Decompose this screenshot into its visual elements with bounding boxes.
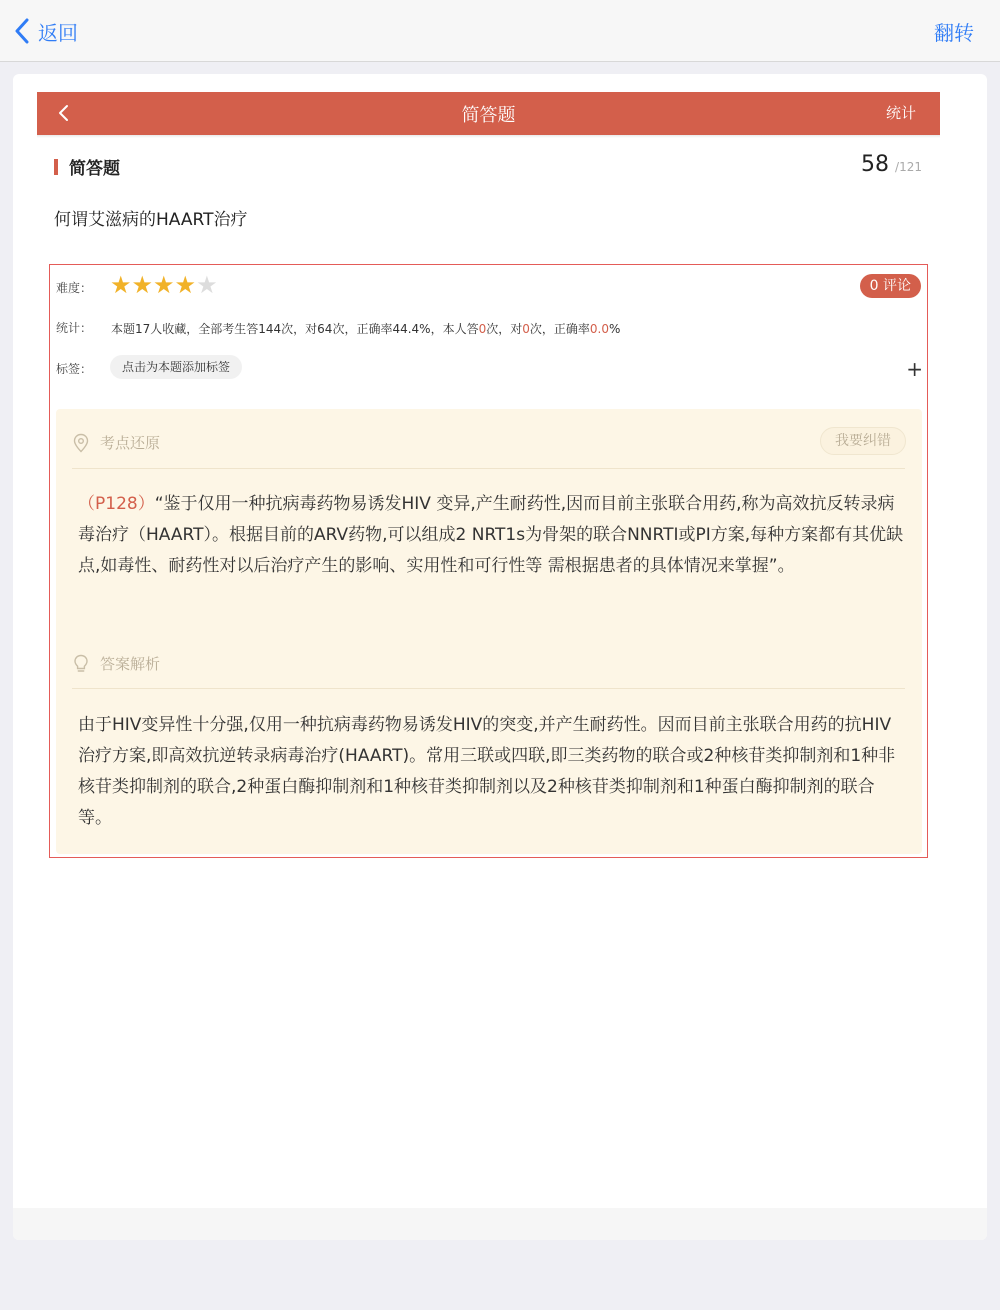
top-nav-bar (0, 0, 1000, 62)
key-point-title: 考点还原 (100, 434, 161, 452)
header-shadow (37, 135, 940, 138)
content-card (13, 74, 987, 1240)
header-stats-button[interactable]: 统计 (885, 104, 916, 122)
my-correct-count: 0 (522, 322, 530, 336)
star-filled-icon: ★ (153, 271, 175, 299)
star-filled-icon: ★ (110, 271, 132, 299)
answer-heading (72, 653, 160, 674)
card-footer-area (13, 1208, 987, 1240)
answer-body: 由于HIV变异性十分强,仅用一种抗病毒药物易诱发HIV的突变,并产生耐药性。因而目前主张联合用药的抗HIV治疗方案,即高效抗逆转录病毒治疗(HAART)。常用三联或四联,即三类药物的联合或2种核苷类抑制剂和1种非核苷类抑制剂的联合,2种蛋白酶抑制剂和1种核苷类抑制剂以及2种核苷类抑制剂和1种蛋白酶抑制剂的联合等。 (78, 715, 896, 828)
stats-label: 统计： (56, 321, 93, 335)
back-button[interactable] (14, 16, 78, 46)
star-empty-icon: ★ (196, 271, 218, 299)
lightbulb-icon (72, 654, 90, 674)
section-title: 简答题 (69, 159, 120, 179)
difficulty-label: 难度： (56, 281, 93, 295)
answer-title: 答案解析 (100, 655, 161, 673)
question-counter (861, 152, 922, 177)
key-point-heading (72, 432, 160, 453)
app-header (37, 92, 940, 135)
stats-part4: % (608, 322, 621, 336)
current-question-number: 58 (861, 152, 890, 177)
report-error-button[interactable]: 我要纠错 (820, 427, 906, 455)
question-text: 何谓艾滋病的HAART治疗 (54, 210, 248, 230)
star-filled-icon: ★ (131, 271, 154, 299)
total-question-count: /121 (895, 160, 922, 174)
add-tag-plus-button[interactable]: + (906, 357, 923, 381)
star-filled-icon: ★ (174, 271, 197, 299)
my-correct-rate: 0.0 (589, 322, 609, 336)
header-title: 简答题 (461, 105, 516, 126)
location-pin-icon (72, 433, 90, 453)
chevron-left-icon (14, 18, 30, 44)
question-detail-box (49, 264, 928, 858)
analysis-panel (56, 409, 922, 854)
tags-label: 标签： (56, 362, 93, 376)
difficulty-stars (110, 273, 218, 297)
back-label: 返回 (38, 20, 78, 45)
page-reference: （P128） (78, 494, 155, 514)
section-heading (54, 154, 120, 179)
stats-part2: 次，对 (486, 322, 523, 336)
add-tag-pill[interactable]: 点击为本题添加标签 (110, 355, 242, 379)
key-point-divider (72, 468, 905, 469)
comment-button[interactable]: 0 评论 (860, 274, 921, 298)
answer-divider (72, 688, 905, 689)
stats-part1: 本题17人收藏，全部考生答144次，对64次，正确率44.4%，本人答 (111, 322, 479, 336)
key-point-text: “鉴于仅用一种抗病毒药物易诱发HIV 变异,产生耐药性,因而目前主张联合用药,称为高效抗反转录病毒治疗（HAART）。根据目前的ARV药物,可以组成2 NRT1s为骨架的联合NNRTI或PI方案,每种方案都有其优缺点,如毒性、耐药性对以后治疗产生的影响、实用性和可行性等 需根据患者的具体情况来掌握”。 (78, 494, 904, 576)
flip-button[interactable]: 翻转 (934, 21, 974, 45)
key-point-body (78, 489, 908, 582)
stats-part3: 次，正确率 (529, 322, 590, 336)
my-answer-count: 0 (478, 322, 487, 336)
stats-text (111, 320, 620, 337)
section-accent-bar (54, 159, 58, 175)
